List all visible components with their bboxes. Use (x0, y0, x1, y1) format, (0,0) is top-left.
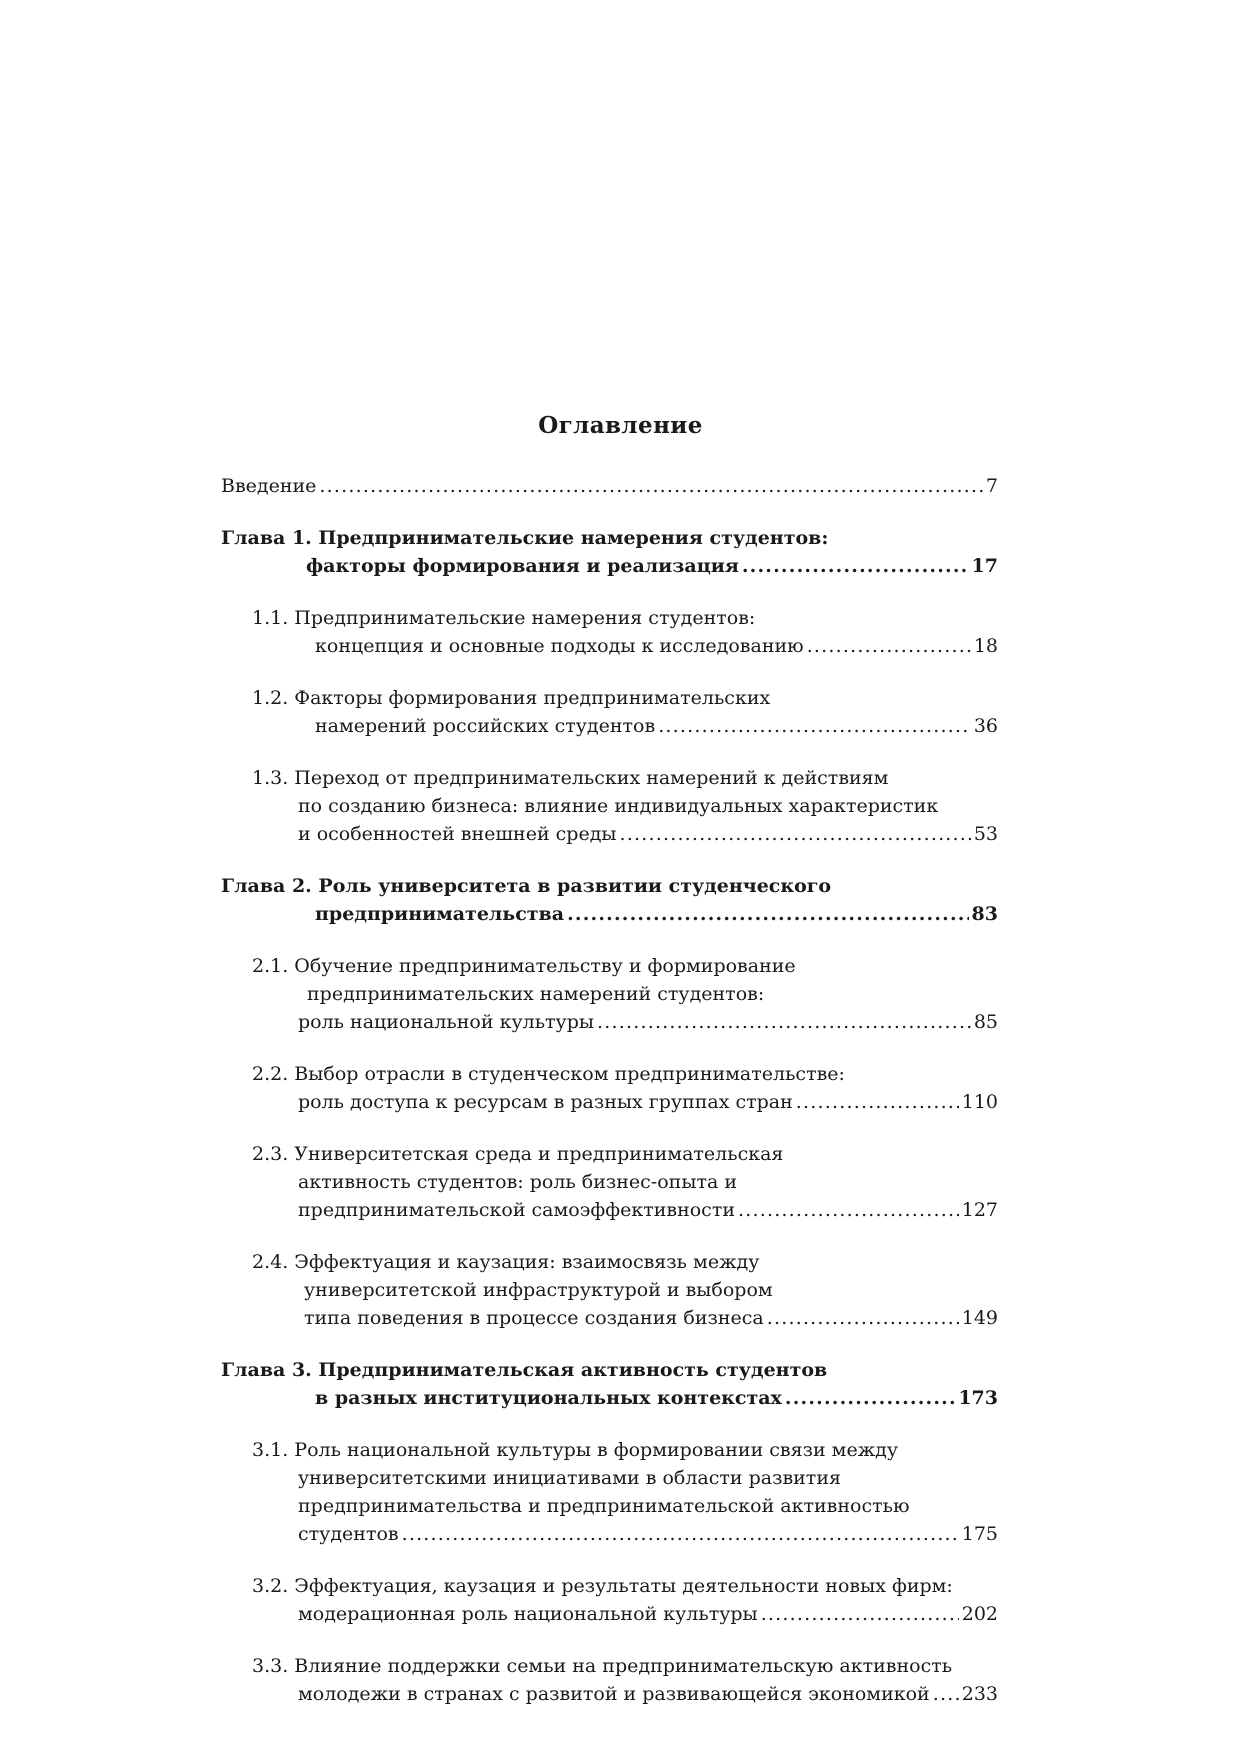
dot-leader (767, 1304, 959, 1332)
section-line: 2.1. Обучение предпринимательству и формирование (252, 955, 796, 977)
section-line: роль доступа к ресурсам в разных группах стран (298, 1091, 793, 1113)
section-line: типа поведения в процессе создания бизнеса (304, 1307, 764, 1329)
section-2-1-line2[interactable] (307, 980, 764, 1008)
toc-page-number: 202 (961, 1603, 998, 1625)
toc-page-number: 7 (985, 475, 998, 497)
dot-leader (738, 1196, 959, 1224)
section-3-2-end[interactable] (298, 1600, 998, 1628)
section-2-3-end[interactable] (298, 1196, 998, 1224)
dot-leader (402, 1520, 959, 1548)
section-1-3-end[interactable] (298, 820, 998, 848)
chapter-2-heading[interactable] (221, 872, 831, 900)
chapter-1-heading-end[interactable] (306, 552, 998, 580)
toc-page-number: 127 (961, 1199, 998, 1221)
chapter-heading-line2: факторы формирования и реализация (306, 555, 739, 577)
section-3-2[interactable] (252, 1572, 953, 1600)
section-1-1-end[interactable] (315, 632, 998, 660)
dot-leader (785, 1384, 955, 1412)
section-2-3[interactable] (252, 1140, 783, 1168)
section-line: активность студентов: роль бизнес-опыта и (298, 1171, 737, 1193)
section-line: 3.2. Эффектуация, каузация и результаты деятельности новых фирм: (252, 1575, 953, 1597)
dot-leader (796, 1088, 959, 1116)
section-2-4[interactable] (252, 1248, 759, 1276)
section-3-3[interactable] (252, 1652, 952, 1680)
section-line: университетской инфраструктурой и выбором (304, 1279, 773, 1301)
section-line: и особенностей внешней среды (298, 823, 617, 845)
section-line: 3.1. Роль национальной культуры в формировании связи между (252, 1439, 899, 1461)
chapter-heading-line1: Глава 2. Роль университета в развитии студенческого (221, 875, 832, 897)
section-line: 2.4. Эффектуация и каузация: взаимосвязь между (252, 1251, 760, 1273)
section-line: 2.2. Выбор отрасли в студенческом предпринимательстве: (252, 1063, 845, 1085)
section-2-2[interactable] (252, 1060, 845, 1088)
toc-page-number: 18 (973, 635, 998, 657)
chapter-heading-line1: Глава 3. Предпринимательская активность студентов (221, 1359, 828, 1381)
section-3-1-line2[interactable] (298, 1464, 841, 1492)
section-2-2-end[interactable] (298, 1088, 998, 1116)
toc-entry-label: Введение (221, 475, 317, 497)
toc-page-number: 83 (971, 903, 998, 925)
chapter-heading-line2: предпринимательства (315, 903, 565, 925)
section-2-4-end[interactable] (304, 1304, 998, 1332)
toc-page-number: 175 (961, 1523, 998, 1545)
section-line: 1.3. Переход от предпринимательских намерений к действиям (252, 767, 889, 789)
section-1-3[interactable] (252, 764, 888, 792)
section-line: предпринимательской самоэффективности (298, 1199, 735, 1221)
section-line: студентов (298, 1523, 399, 1545)
section-line: концепция и основные подходы к исследованию (315, 635, 804, 657)
toc-page-number: 149 (961, 1307, 998, 1329)
page-title: Оглавление (538, 412, 703, 439)
dot-leader (658, 712, 971, 740)
toc-page-number: 110 (961, 1091, 998, 1113)
chapter-3-heading[interactable] (221, 1356, 827, 1384)
toc-page-number: 233 (961, 1683, 998, 1705)
chapter-2-heading-end[interactable] (315, 900, 998, 928)
section-line: молодежи в странах с развитой и развивающейся экономикой (298, 1683, 930, 1705)
section-1-2-end[interactable] (315, 712, 998, 740)
section-2-1-end[interactable] (298, 1008, 998, 1036)
toc-page-number: 173 (958, 1387, 998, 1409)
dot-leader (742, 552, 969, 580)
toc-page-number: 36 (973, 715, 998, 737)
section-1-3-line2[interactable] (298, 792, 938, 820)
section-2-1[interactable] (252, 952, 796, 980)
section-3-1-end[interactable] (298, 1520, 998, 1548)
chapter-heading-line2: в разных институциональных контекстах (315, 1387, 782, 1409)
section-2-3-line2[interactable] (298, 1168, 737, 1196)
dot-leader (761, 1600, 959, 1628)
dot-leader (597, 1008, 971, 1036)
section-3-1[interactable] (252, 1436, 898, 1464)
chapter-1-heading[interactable] (221, 524, 828, 552)
toc-page-number: 85 (973, 1011, 998, 1033)
dot-leader (620, 820, 971, 848)
section-3-3-end[interactable] (298, 1680, 998, 1708)
chapter-3-heading-end[interactable] (315, 1384, 998, 1412)
section-line: модерационная роль национальной культуры (298, 1603, 758, 1625)
section-line: намерений российских студентов (315, 715, 656, 737)
section-line: университетскими инициативами в области развития (298, 1467, 841, 1489)
section-line: по созданию бизнеса: влияние индивидуальных характеристик (298, 795, 939, 817)
section-line: 3.3. Влияние поддержки семьи на предпринимательскую активность (252, 1655, 953, 1677)
section-1-1[interactable] (252, 604, 755, 632)
section-2-4-line2[interactable] (304, 1276, 773, 1304)
chapter-heading-line1: Глава 1. Предпринимательские намерения студентов: (221, 527, 829, 549)
dot-leader (933, 1680, 959, 1708)
dot-leader (807, 632, 971, 660)
section-line: 1.2. Факторы формирования предпринимательских (252, 687, 771, 709)
toc-page-number: 53 (973, 823, 998, 845)
section-line: 2.3. Университетская среда и предпринимательская (252, 1143, 784, 1165)
section-line: предпринимательских намерений студентов: (307, 983, 765, 1005)
section-3-1-line3[interactable] (298, 1492, 910, 1520)
toc-intro[interactable] (221, 472, 998, 500)
dot-leader (319, 472, 982, 500)
dot-leader (567, 900, 968, 928)
toc-page-number: 17 (971, 555, 998, 577)
section-1-2[interactable] (252, 684, 770, 712)
section-line: 1.1. Предпринимательские намерения студентов: (252, 607, 756, 629)
section-line: роль национальной культуры (298, 1011, 595, 1033)
section-line: предпринимательства и предпринимательской активностью (298, 1495, 910, 1517)
